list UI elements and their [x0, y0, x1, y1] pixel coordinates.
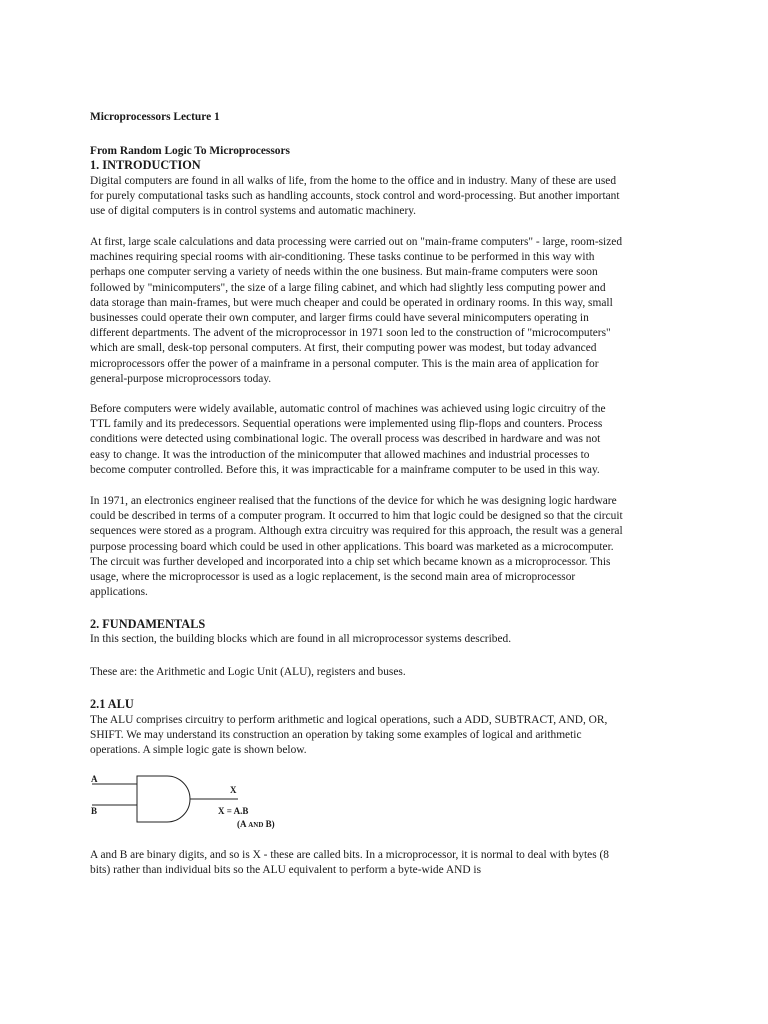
gate-input-a-label: A	[91, 774, 98, 784]
section-heading-alu: 2.1 ALU	[90, 697, 134, 711]
gate-output-label: X	[230, 785, 237, 795]
section-heading-fundamentals: 2. FUNDAMENTALS	[90, 617, 206, 631]
gate-input-b-label: B	[91, 806, 98, 816]
intro-paragraph-3: Before computers were widely available, automatic control of machines was achieved using logic circuitry of the TTL family and its predecessors. Sequential operations were implemented using flip-flops and counters. Process conditions were detected using combinational logic. The overall process was described in hardware and was not easy to change. It was the introduction of the minicomputer that allowed machines and industrial processes to become computer controlled. Before this, it was impracticable for a mainframe computer to be used in this way.	[90, 403, 606, 476]
intro-paragraph-2: At first, large scale calculations and data processing were carried out on "main-frame computers" - large, room-sized machines requiring special rooms with air-conditioning. These tasks continue to be performed in this way with perhaps one computer serving a variety of needs within the one business. But main-frame computers were soon followed by "minicomputers", the size of a large filing cabinet, and which had slightly less computing power and data storage than main-frames, but were much cheaper and could be operated in ordinary rooms. In this way, small businesses could operate their own computer, and larger firms could have several minicomputers operating in different departments. The advent of the microprocessor in 1971 soon led to the construction of "microcomputers" which are small, desk-top personal computers. At first, their computing power was modest, but today advanced microprocessors offer the power of a mainframe in a personal computer. This is the main area of application for general-purpose microprocessors today.	[90, 236, 623, 385]
fundamentals-paragraph-1: In this section, the building blocks which are found in all microprocessor systems described.	[90, 633, 512, 645]
and-gate-diagram	[90, 770, 330, 840]
lecture-subtitle: From Random Logic To Microprocessors	[90, 145, 290, 157]
fundamentals-paragraph-2: These are: the Arithmetic and Logic Unit (ALU), registers and buses.	[90, 666, 406, 678]
section-heading-introduction: 1. INTRODUCTION	[90, 158, 201, 172]
alu-paragraph-1: The ALU comprises circuitry to perform arithmetic and logical operations, such a ADD, SUBTRACT, AND, OR, SHIFT. We may understand its construction an operation by taking some examples of logical and arithmetic operations. A simple logic gate is shown below.	[90, 714, 608, 757]
lecture-title: Microprocessors Lecture 1	[90, 111, 220, 123]
and-gate-symbol	[90, 770, 330, 840]
intro-paragraph-4: In 1971, an electronics engineer realised that the functions of the device for which he was designing logic hardware could be described in terms of a computer program. It occurred to him that logic could be designed so that the circuit sequences were stored as a program. Although extra circuitry was required for this approach, the result was a general purpose processing board which could be used in other applications. This board was marketed as a microcomputer. The circuit was further developed and incorporated into a chip set which became known as a microprocessor. This usage, where the microprocessor is used as a logic replacement, is the second main area of microprocessor applications.	[90, 495, 623, 599]
gate-equation: X = A.B	[218, 806, 249, 816]
gate-caption: (A AND B)	[237, 819, 275, 829]
intro-paragraph-1: Digital computers are found in all walks of life, from the home to the office and in industry. Many of these are used for purely computational tasks such as handling accounts, stock control and word-processing. But another important use of digital computers is in control systems and automatic machinery.	[90, 175, 620, 218]
alu-paragraph-2: A and B are binary digits, and so is X - these are called bits. In a microprocessor, it is normal to deal with bytes (8 bits) rather than individual bits so the ALU equivalent to perform a byte-wide AND is	[90, 849, 609, 877]
